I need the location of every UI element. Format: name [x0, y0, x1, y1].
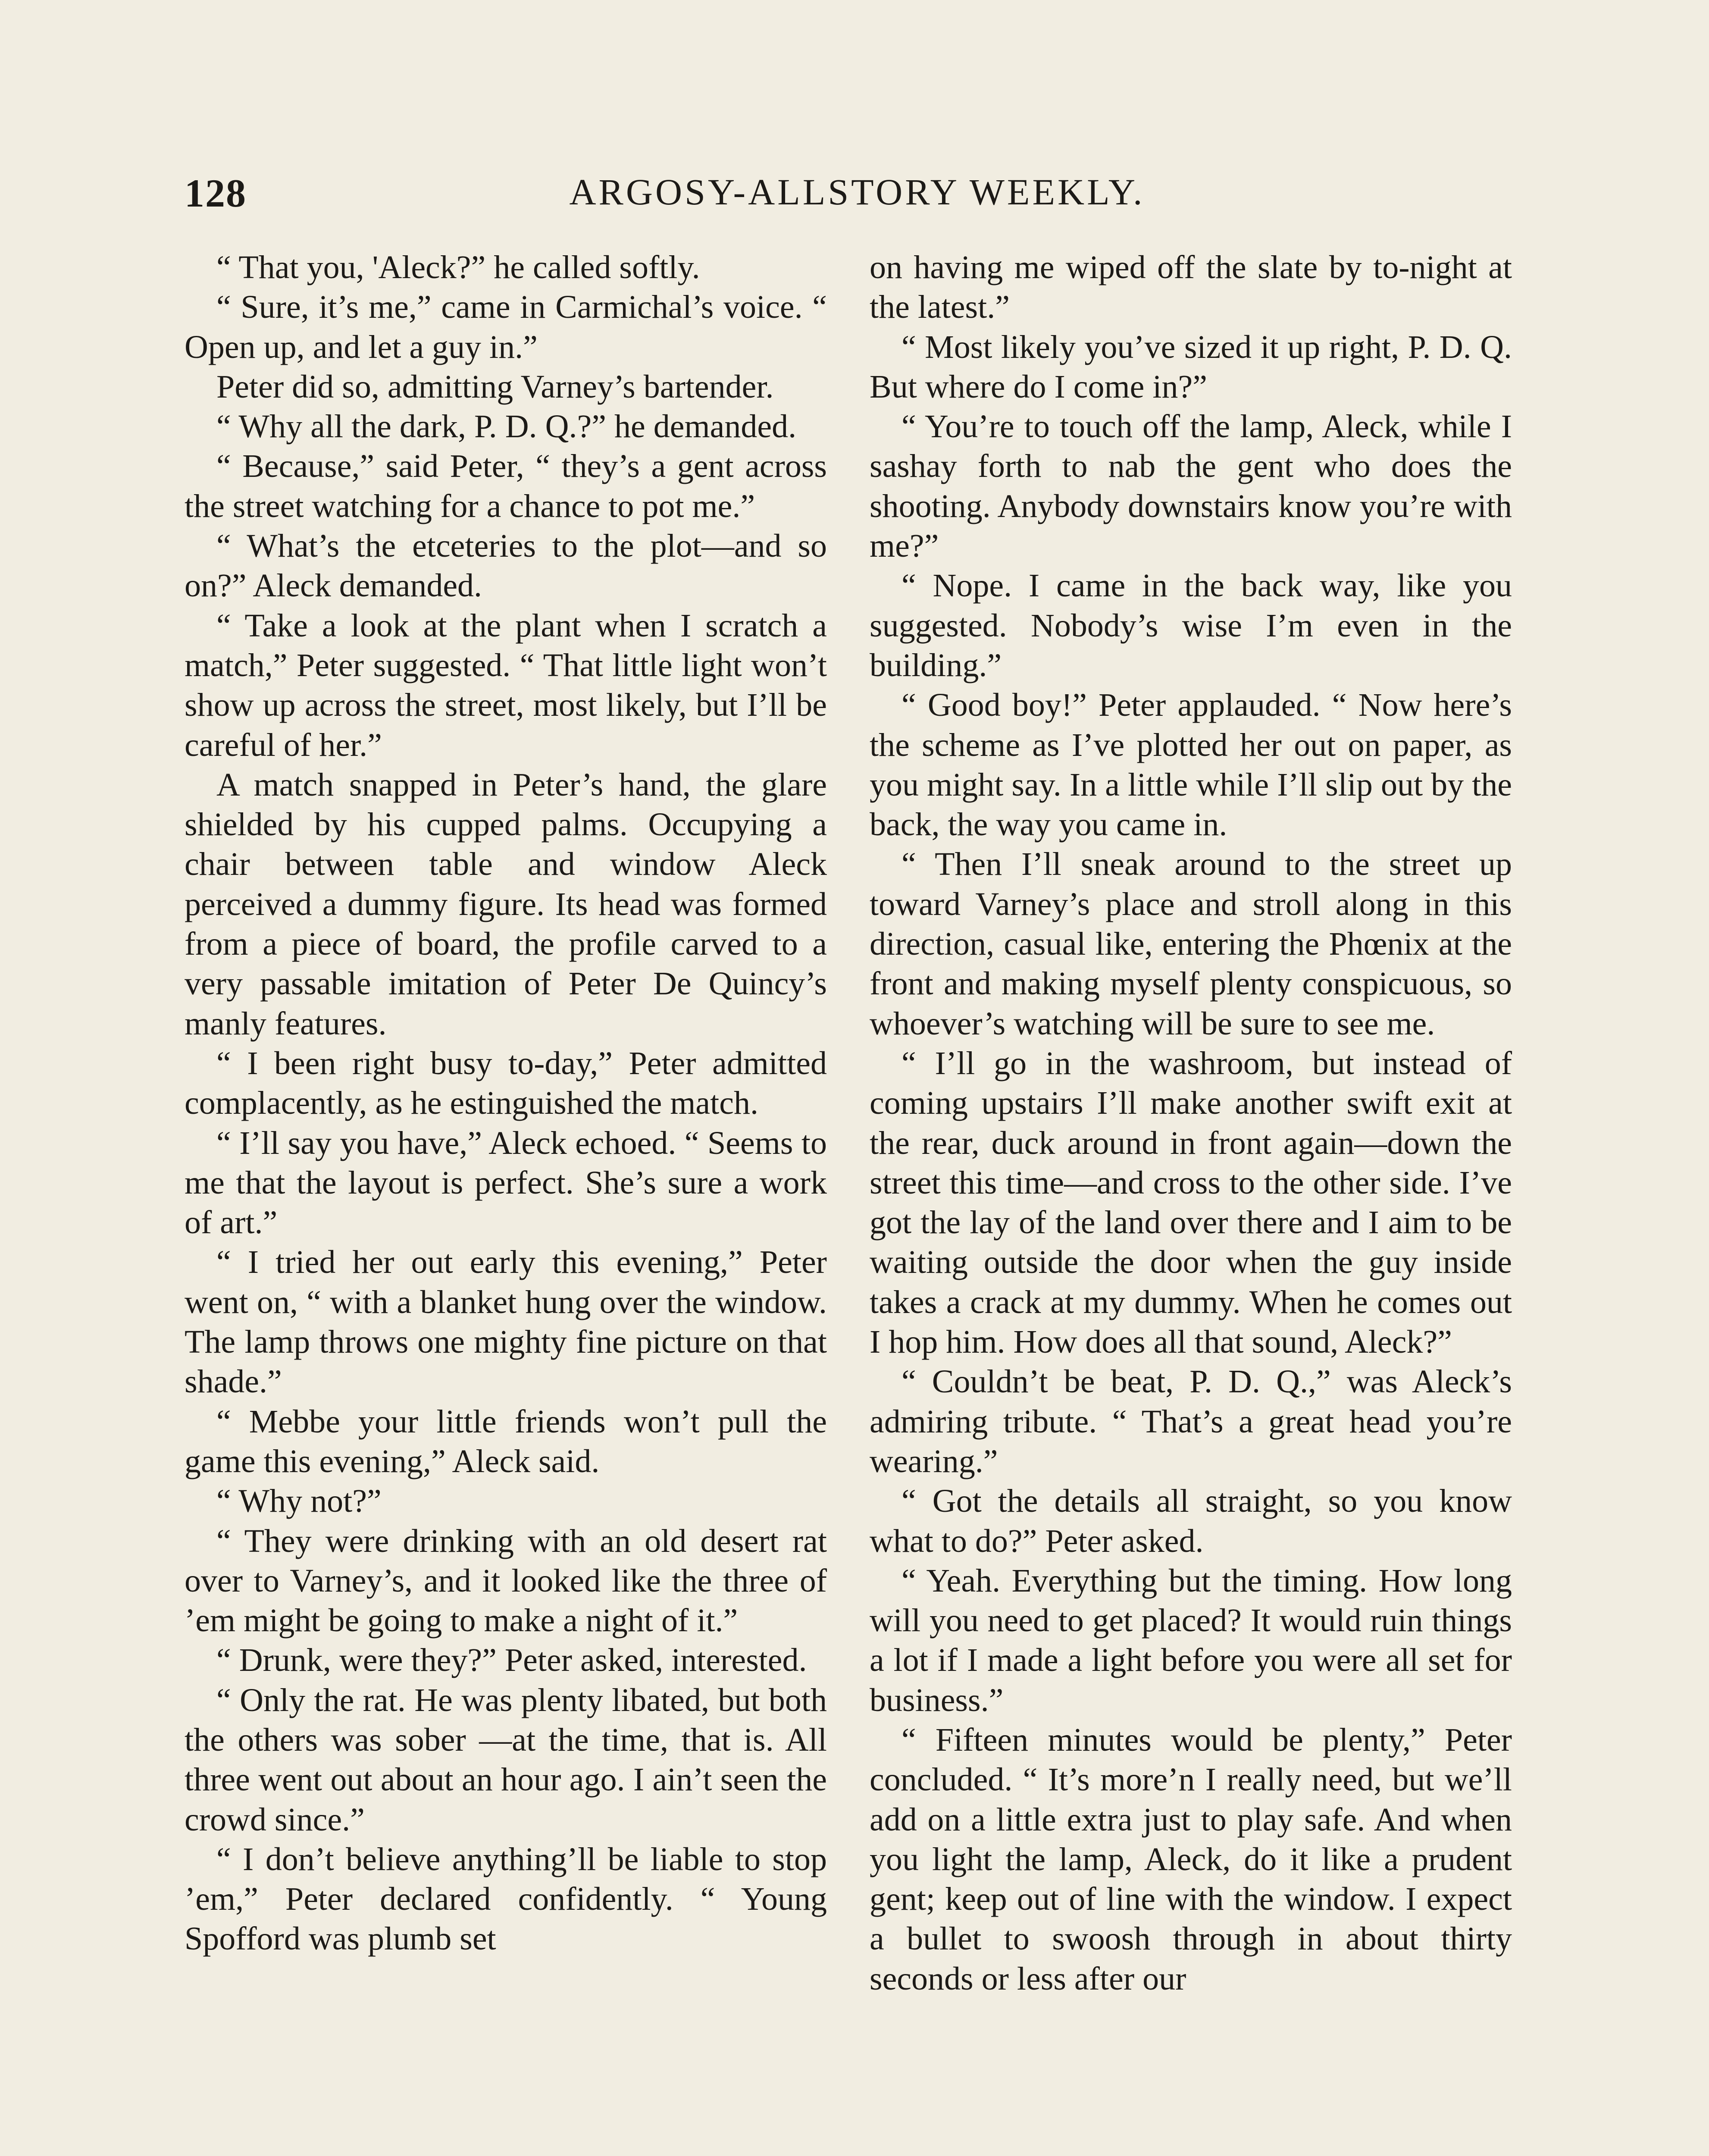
paragraph: “ Sure, it’s me,” came in Carmichal’s voice. “ Open up, and let a guy in.” [185, 289, 827, 365]
paragraph: “ Why all the dark, P. D. Q.?” he demanded. [216, 408, 797, 445]
paragraph: “ That you, 'Aleck?” he called softly. [216, 249, 700, 285]
paragraph: “ Yeah. Everything but the timing. How long will you need to get placed? It would ruin things a lot if I made a light before you were all set for business.” [870, 1562, 1512, 1718]
paragraph: “ You’re to touch off the lamp, Aleck, while I sashay forth to nab the gent who does the shooting. Anybody downstairs know you’re with me?” [870, 408, 1512, 564]
paragraph: Peter did so, admitting Varney’s bartender. [216, 368, 774, 405]
paragraph: “ What’s the etceteries to the plot—and so on?” Aleck demanded. [185, 528, 827, 604]
paragraph: “ I’ll go in the washroom, but instead of coming upstairs I’ll make another swift exit at the rear, duck around in front again—down the street this time—and cross to the other side. I’ve got the lay of the land over there and I aim to be waiting outside the door when the guy inside takes a crack at my dummy. When he comes out I hop him. How does all that sound, Aleck?” [870, 1045, 1512, 1360]
paragraph: “ Fifteen minutes would be plenty,” Peter concluded. “ It’s more’n I really need, but we’ll add on a little extra just to play safe. And when you light the lamp, Aleck, do it like a prudent gent; keep out of line with the window. I expect a bullet to swoosh through in about thirty seconds or less after our [870, 1721, 1512, 1997]
paragraph: “ Only the rat. He was plenty libated, but both the others was sober —at the time, that is. All three went out about an hour ago. I ain’t seen the crowd since.” [185, 1682, 827, 1838]
paragraph: “ Nope. I came in the back way, like you suggested. Nobody’s wise I’m even in the building.” [870, 567, 1512, 683]
paragraph: “ They were drinking with an old desert rat over to Varney’s, and it looked like the three of ’em might be going to make a night of it.” [185, 1523, 827, 1639]
paragraph: “ I tried her out early this evening,” Peter went on, “ with a blanket hung over the window. The lamp throws one mighty fine picture on that shade.” [185, 1244, 827, 1400]
paragraph: “ Then I’ll sneak around to the street up toward Varney’s place and stroll along in this direction, casual like, entering the Phœnix at the front and making myself plenty conspicuous, so whoever’s watching will be sure to see me. [870, 846, 1512, 1042]
paragraph: “ Got the details all straight, so you know what to do?” Peter asked. [870, 1483, 1512, 1559]
right-column [870, 248, 1512, 1999]
paragraph: “ Drunk, were they?” Peter asked, interested. [216, 1642, 807, 1679]
left-column [185, 248, 827, 1959]
paragraph: “ Good boy!” Peter applauded. “ Now here’s the scheme as I’ve plotted her out on paper, as you might say. In a little while I’ll slip out by the back, the way you came in. [870, 687, 1512, 843]
paragraph: “ Couldn’t be beat, P. D. Q.,” was Aleck’s admiring tribute. “ That’s a great head you’re wearing.” [870, 1363, 1512, 1479]
paragraph: A match snapped in Peter’s hand, the glare shielded by his cupped palms. Occupying a chair between table and window Aleck perceived a dummy figure. Its head was formed from a piece of board, the profile carved to a very passable imitation of Peter De Quincy’s manly features. [185, 766, 827, 1042]
paragraph: “ Mebbe your little friends won’t pull the game this evening,” Aleck said. [185, 1403, 827, 1479]
paragraph: “ Because,” said Peter, “ they’s a gent across the street watching for a chance to pot me.” [185, 448, 827, 524]
running-head: ARGOSY-ALLSTORY WEEKLY. [569, 171, 1145, 213]
paragraph: “ Why not?” [216, 1483, 382, 1520]
paragraph: on having me wiped off the slate by to-night at the latest.” [870, 249, 1512, 326]
paragraph: “ Most likely you’ve sized it up right, P. D. Q. But where do I come in?” [870, 329, 1512, 405]
page-number: 128 [185, 171, 247, 215]
page-header [185, 166, 1530, 231]
paragraph: “ I been right busy to-day,” Peter admitted complacently, as he estinguished the match. [185, 1045, 827, 1122]
paragraph: “ I’ll say you have,” Aleck echoed. “ Seems to me that the layout is perfect. She’s sure a work of art.” [185, 1125, 827, 1241]
paragraph: “ I don’t believe anything’ll be liable to stop ’em,” Peter declared confidently. “ Young Spofford was plumb set [185, 1841, 827, 1957]
paragraph: “ Take a look at the plant when I scratch a match,” Peter suggested. “ That little light won’t show up across the street, most likely, but I’ll be careful of her.” [185, 607, 827, 763]
